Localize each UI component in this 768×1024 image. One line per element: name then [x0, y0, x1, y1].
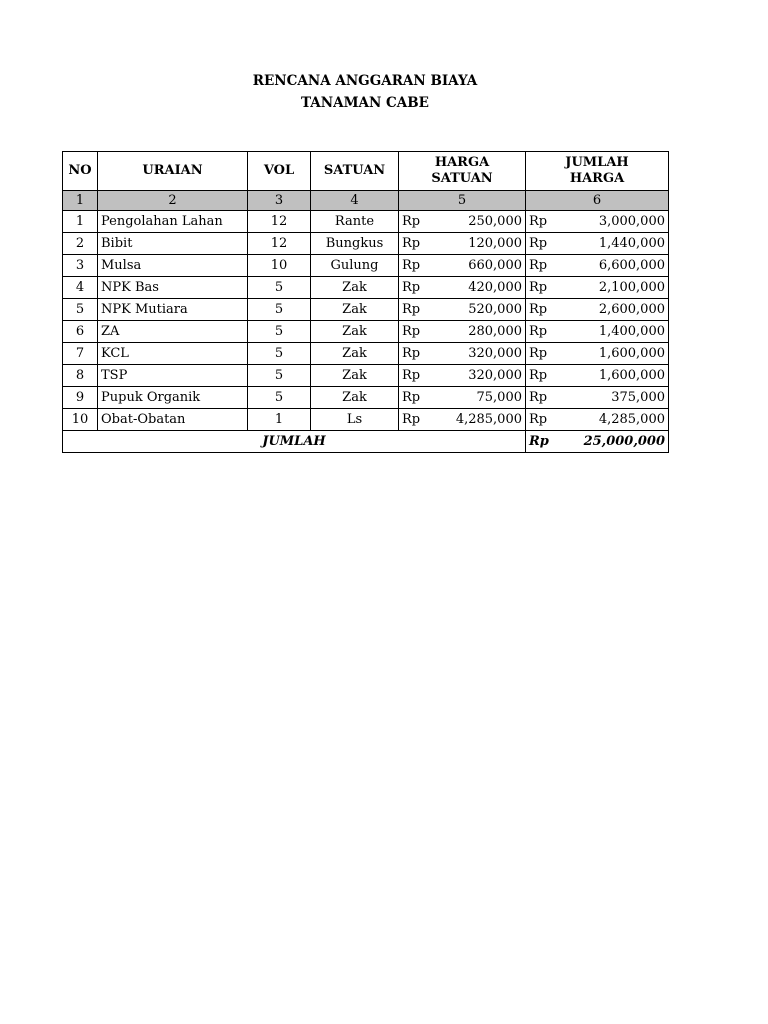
row-harga-satuan [399, 299, 526, 321]
row-no: 1 [63, 211, 98, 233]
header-row [63, 152, 669, 191]
total-amount: 25,000,000 [583, 434, 665, 449]
row-jumlah-currency: Rp [529, 302, 548, 317]
row-jumlah-amount: 4,285,000 [598, 412, 665, 427]
row-harga-satuan [399, 255, 526, 277]
row-no: 7 [63, 343, 98, 365]
table-row [63, 387, 669, 409]
row-jumlah-currency: Rp [529, 280, 548, 295]
row-satuan: Bungkus [311, 233, 399, 255]
row-satuan: Zak [311, 387, 399, 409]
table-row [63, 277, 669, 299]
total-amount-cell [526, 431, 669, 453]
row-vol: 12 [248, 233, 311, 255]
table-row [63, 365, 669, 387]
row-jumlah-currency: Rp [529, 214, 548, 229]
row-satuan: Zak [311, 321, 399, 343]
row-satuan: Ls [311, 409, 399, 431]
row-harga-amount: 75,000 [476, 390, 522, 405]
row-jumlah-currency: Rp [529, 368, 548, 383]
header-harga-satuan-line2: SATUAN [431, 171, 493, 186]
row-harga-amount: 280,000 [468, 324, 522, 339]
table-row [63, 255, 669, 277]
table-row [63, 321, 669, 343]
row-jumlah-harga [526, 277, 669, 299]
row-vol: 12 [248, 211, 311, 233]
row-jumlah-amount: 1,400,000 [598, 324, 665, 339]
row-harga-currency: Rp [402, 258, 421, 273]
row-uraian: TSP [98, 365, 248, 387]
row-uraian: Mulsa [98, 255, 248, 277]
row-no: 6 [63, 321, 98, 343]
row-uraian: NPK Bas [98, 277, 248, 299]
row-satuan: Zak [311, 365, 399, 387]
row-harga-currency: Rp [402, 280, 421, 295]
row-jumlah-amount: 2,600,000 [598, 302, 665, 317]
row-no: 10 [63, 409, 98, 431]
table-row [63, 409, 669, 431]
row-no: 5 [63, 299, 98, 321]
row-jumlah-currency: Rp [529, 258, 548, 273]
row-vol: 5 [248, 321, 311, 343]
header-jumlah-harga [526, 152, 669, 191]
row-harga-satuan [399, 321, 526, 343]
header-no: NO [63, 152, 98, 191]
row-harga-amount: 320,000 [468, 346, 522, 361]
table-row [63, 211, 669, 233]
row-harga-currency: Rp [402, 412, 421, 427]
row-vol: 5 [248, 343, 311, 365]
row-jumlah-harga [526, 233, 669, 255]
total-row [63, 431, 669, 453]
row-harga-amount: 320,000 [468, 368, 522, 383]
title-line-1: RENCANA ANGGARAN BIAYA [252, 73, 478, 89]
row-satuan: Zak [311, 343, 399, 365]
header-vol: VOL [248, 152, 311, 191]
row-harga-currency: Rp [402, 390, 421, 405]
row-uraian: Pupuk Organik [98, 387, 248, 409]
row-harga-satuan [399, 211, 526, 233]
row-jumlah-currency: Rp [529, 324, 548, 339]
row-jumlah-harga [526, 211, 669, 233]
title-line-2: TANAMAN CABE [301, 95, 429, 111]
row-jumlah-amount: 2,100,000 [598, 280, 665, 295]
row-jumlah-amount: 6,600,000 [598, 258, 665, 273]
row-uraian: Bibit [98, 233, 248, 255]
column-index-cell: 4 [311, 191, 399, 211]
row-jumlah-currency: Rp [529, 412, 548, 427]
row-harga-currency: Rp [402, 324, 421, 339]
table-row [63, 343, 669, 365]
header-satuan: SATUAN [311, 152, 399, 191]
row-jumlah-harga [526, 387, 669, 409]
row-harga-satuan [399, 409, 526, 431]
row-uraian: NPK Mutiara [98, 299, 248, 321]
row-jumlah-amount: 1,440,000 [598, 236, 665, 251]
row-harga-amount: 520,000 [468, 302, 522, 317]
row-no: 4 [63, 277, 98, 299]
row-harga-amount: 420,000 [468, 280, 522, 295]
row-jumlah-amount: 375,000 [611, 390, 665, 405]
row-harga-amount: 250,000 [468, 214, 522, 229]
row-jumlah-harga [526, 321, 669, 343]
total-currency: Rp [529, 434, 549, 449]
budget-table [62, 151, 669, 453]
row-harga-amount: 4,285,000 [455, 412, 522, 427]
header-uraian: URAIAN [98, 152, 248, 191]
document-title [0, 70, 730, 114]
row-jumlah-harga [526, 365, 669, 387]
row-harga-satuan [399, 387, 526, 409]
row-satuan: Zak [311, 277, 399, 299]
row-jumlah-amount: 1,600,000 [598, 346, 665, 361]
row-harga-satuan [399, 233, 526, 255]
row-jumlah-amount: 1,600,000 [598, 368, 665, 383]
header-jumlah-harga-line1: JUMLAH [565, 155, 629, 170]
row-harga-amount: 120,000 [468, 236, 522, 251]
row-vol: 5 [248, 277, 311, 299]
column-index-cell: 2 [98, 191, 248, 211]
table-row [63, 299, 669, 321]
row-vol: 10 [248, 255, 311, 277]
header-jumlah-harga-line2: HARGA [569, 171, 625, 186]
row-no: 9 [63, 387, 98, 409]
row-harga-satuan [399, 277, 526, 299]
column-index-row [63, 191, 669, 211]
row-harga-currency: Rp [402, 368, 421, 383]
row-no: 8 [63, 365, 98, 387]
row-jumlah-amount: 3,000,000 [598, 214, 665, 229]
row-jumlah-harga [526, 409, 669, 431]
row-harga-currency: Rp [402, 214, 421, 229]
row-satuan: Gulung [311, 255, 399, 277]
header-harga-satuan-line1: HARGA [434, 155, 490, 170]
column-index-cell: 3 [248, 191, 311, 211]
row-satuan: Zak [311, 299, 399, 321]
row-jumlah-harga [526, 299, 669, 321]
row-vol: 1 [248, 409, 311, 431]
row-uraian: Pengolahan Lahan [98, 211, 248, 233]
row-harga-currency: Rp [402, 236, 421, 251]
row-jumlah-harga [526, 343, 669, 365]
row-jumlah-currency: Rp [529, 390, 548, 405]
row-vol: 5 [248, 299, 311, 321]
row-harga-currency: Rp [402, 302, 421, 317]
total-label: JUMLAH [63, 431, 526, 453]
row-uraian: ZA [98, 321, 248, 343]
row-jumlah-currency: Rp [529, 346, 548, 361]
row-uraian: Obat-Obatan [98, 409, 248, 431]
row-harga-satuan [399, 343, 526, 365]
table-row [63, 233, 669, 255]
column-index-cell: 1 [63, 191, 98, 211]
header-harga-satuan [399, 152, 526, 191]
column-index-cell: 5 [399, 191, 526, 211]
row-harga-amount: 660,000 [468, 258, 522, 273]
row-vol: 5 [248, 365, 311, 387]
column-index-cell: 6 [526, 191, 669, 211]
row-harga-currency: Rp [402, 346, 421, 361]
row-vol: 5 [248, 387, 311, 409]
row-satuan: Rante [311, 211, 399, 233]
row-no: 2 [63, 233, 98, 255]
row-uraian: KCL [98, 343, 248, 365]
row-harga-satuan [399, 365, 526, 387]
row-no: 3 [63, 255, 98, 277]
row-jumlah-currency: Rp [529, 236, 548, 251]
row-jumlah-harga [526, 255, 669, 277]
